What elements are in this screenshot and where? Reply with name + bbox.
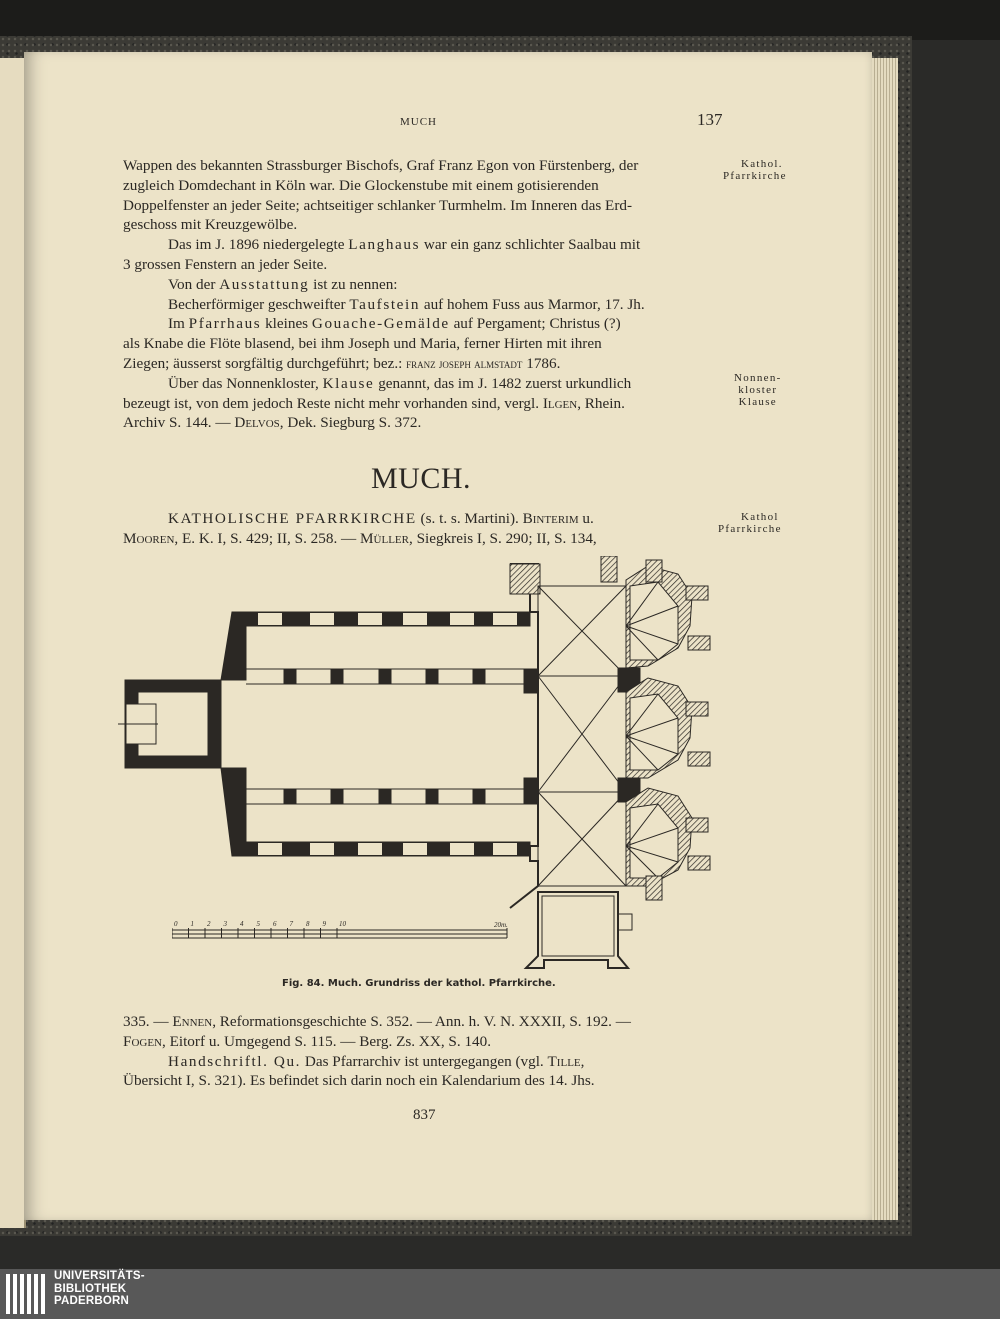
text-line [123, 413, 720, 433]
upper-text-block [123, 156, 720, 433]
library-name-line-2: BIBLIOTHEK [54, 1282, 127, 1295]
text-line [123, 1032, 720, 1052]
text-line: Übersicht I, S. 321). Es befindet sich darin noch ein Kalendarium des 14. Jhs. [123, 1072, 595, 1090]
small-caps-name: Ilgen [542, 394, 578, 412]
text-run: Von der [168, 275, 216, 293]
scale-tick-label: 4 [240, 920, 244, 928]
text-run: auf hohem Fuss aus Marmor, 17. Jh. [423, 295, 645, 313]
scale-tick-label: 2 [207, 920, 211, 928]
text-line: geschoss mit Kreuzgewölbe. [123, 216, 298, 234]
small-caps-name: Delvos [234, 414, 280, 432]
library-name-line-1: UNIVERSITÄTS- [54, 1270, 145, 1282]
margin-note-2 [734, 372, 782, 408]
text-line [123, 354, 720, 374]
margin-note-1-line-1: Kathol. [740, 158, 783, 170]
text-run: 1786. [526, 354, 561, 372]
figure-caption: Fig. 84. Much. Grundriss der kathol. Pfarrkirche. [282, 978, 556, 989]
scale-tick-label: 7 [289, 920, 293, 928]
small-caps-name: Binterim [522, 510, 579, 527]
scale-tick-label: 9 [322, 920, 326, 928]
text-line: Doppelfenster an jeder Seite; achtseitiger schlanker Turmhelm. Im Inneren das Erd- [123, 196, 633, 214]
text-run: 335. — [123, 1013, 169, 1030]
text-run: kleines [265, 315, 309, 333]
text-line [123, 509, 720, 529]
text-run: , Reformationsgeschichte S. 352. — Ann. h. V. N. XXXII, S. 192. — [212, 1013, 631, 1030]
scale-end-label: 20m. [494, 921, 508, 929]
library-logo-icon [6, 1274, 46, 1314]
text-run: auf Pergament; Christus (?) [453, 315, 621, 333]
footer-page-number: 837 [413, 1107, 436, 1123]
text-run: Archiv S. 144. — [123, 414, 231, 432]
small-caps-name: Fogen [123, 1032, 162, 1050]
text-run: , Siegkreis I, S. 290; II, S. 134, [408, 529, 597, 547]
margin-note-2-line-3: Klause [738, 396, 777, 408]
text-line [123, 314, 720, 334]
spaced-term: Pfarrhaus [188, 315, 262, 333]
text-line: als Knabe die Flöte blasend, bei ihm Joseph und Maria, ferner Hirten mit ihren [123, 335, 602, 353]
scale-bar [172, 918, 512, 944]
previous-page-edge [0, 58, 26, 1228]
page-number: 137 [697, 110, 723, 129]
text-run: , E. K. I, S. 429; II, S. 258. — [174, 529, 357, 547]
text-line [123, 295, 720, 315]
text-run: Das im J. 1896 niedergelegte [168, 236, 345, 254]
text-run: Das Pfarrarchiv ist untergegangen (vgl. [304, 1052, 544, 1070]
spaced-term: Klause [322, 374, 375, 392]
spaced-term: Taufstein [349, 295, 421, 313]
small-caps-name: franz joseph almstadt [406, 355, 523, 371]
scale-tick-label: 1 [190, 920, 194, 928]
library-name-line-3: PADERBORN [54, 1295, 130, 1307]
small-caps-name: Mooren [123, 529, 175, 547]
margin-note-3 [718, 511, 782, 535]
spaced-term: Gouache-Gemälde [311, 315, 450, 333]
text-run: , Rhein. [577, 394, 625, 412]
margin-note-1-line-2: Pfarrkirche [723, 170, 787, 182]
text-run: u. [582, 510, 594, 527]
small-caps-name: Müller [360, 529, 409, 547]
margin-note-2-line-2: kloster [738, 384, 778, 396]
library-footer-bar [0, 1269, 1000, 1319]
margin-note-3-line-2: Pfarrkirche [718, 523, 782, 535]
small-caps-name: Tille [547, 1052, 581, 1070]
spaced-term: Langhaus [348, 236, 421, 254]
text-run: ist zu nennen: [313, 275, 398, 293]
margin-note-1 [723, 158, 787, 182]
text-line [123, 1012, 720, 1032]
section-intro [123, 509, 720, 549]
text-run: genannt, das im J. 1482 zuerst urkundlich [378, 374, 632, 392]
text-line [123, 529, 720, 549]
lower-text-block [123, 1012, 720, 1091]
text-line [123, 1052, 720, 1072]
text-line [123, 235, 720, 255]
library-name [54, 1270, 145, 1308]
scale-tick-label: 8 [306, 920, 310, 928]
text-run: Über das Nonnenkloster, [168, 374, 319, 392]
spaced-term: Ausstattung [219, 275, 310, 293]
text-line: 3 grossen Fenstern an jeder Seite. [123, 255, 328, 273]
text-run: war ein ganz schlichter Saalbau mit [423, 236, 641, 254]
margin-note-3-line-1: Kathol [741, 511, 779, 523]
section-heading: MUCH. [371, 462, 472, 495]
text-run: Becherförmiger geschweifter [168, 295, 346, 313]
top-strip [0, 0, 1000, 40]
scale-tick-label: 3 [223, 920, 227, 928]
text-line: Wappen des bekannten Strassburger Bischofs, Graf Franz Egon von Fürstenberg, der [123, 157, 639, 174]
running-head: MUCH [400, 116, 438, 128]
small-caps-name: Ennen [172, 1013, 213, 1030]
spaced-term: KATHOLISCHE PFARRKIRCHE [168, 510, 417, 527]
text-run: , [580, 1052, 585, 1070]
text-run: (s. t. s. Martini). [420, 510, 519, 527]
scale-tick-label: 0 [174, 920, 178, 928]
text-run: Ziegen; äusserst sorgfältig durchgeführt; bez.: [123, 354, 403, 372]
page-edges [872, 58, 898, 1220]
scale-tick-label: 5 [256, 920, 260, 928]
text-line: zugleich Domdechant in Köln war. Die Glockenstube mit einem gotisierenden [123, 176, 599, 194]
margin-note-2-line-1: Nonnen- [734, 372, 782, 384]
scale-tick-label: 6 [273, 920, 277, 928]
nave-south-wall [221, 768, 530, 856]
text-run: bezeugt ist, von dem jedoch Reste nicht mehr vorhanden sind, vergl. [123, 394, 540, 412]
text-line [123, 394, 720, 414]
text-line [123, 374, 720, 394]
text-run: , Eitorf u. Umgegend S. 115. — Berg. Zs. XX, S. 140. [162, 1032, 492, 1050]
church-floor-plan [118, 556, 724, 976]
spaced-term: Handschriftl. Qu. [168, 1052, 302, 1070]
text-line [123, 275, 720, 295]
text-run: Im [168, 315, 185, 333]
text-run: , Dek. Siegburg S. 372. [279, 414, 422, 432]
scale-tick-label: 10 [339, 920, 346, 928]
